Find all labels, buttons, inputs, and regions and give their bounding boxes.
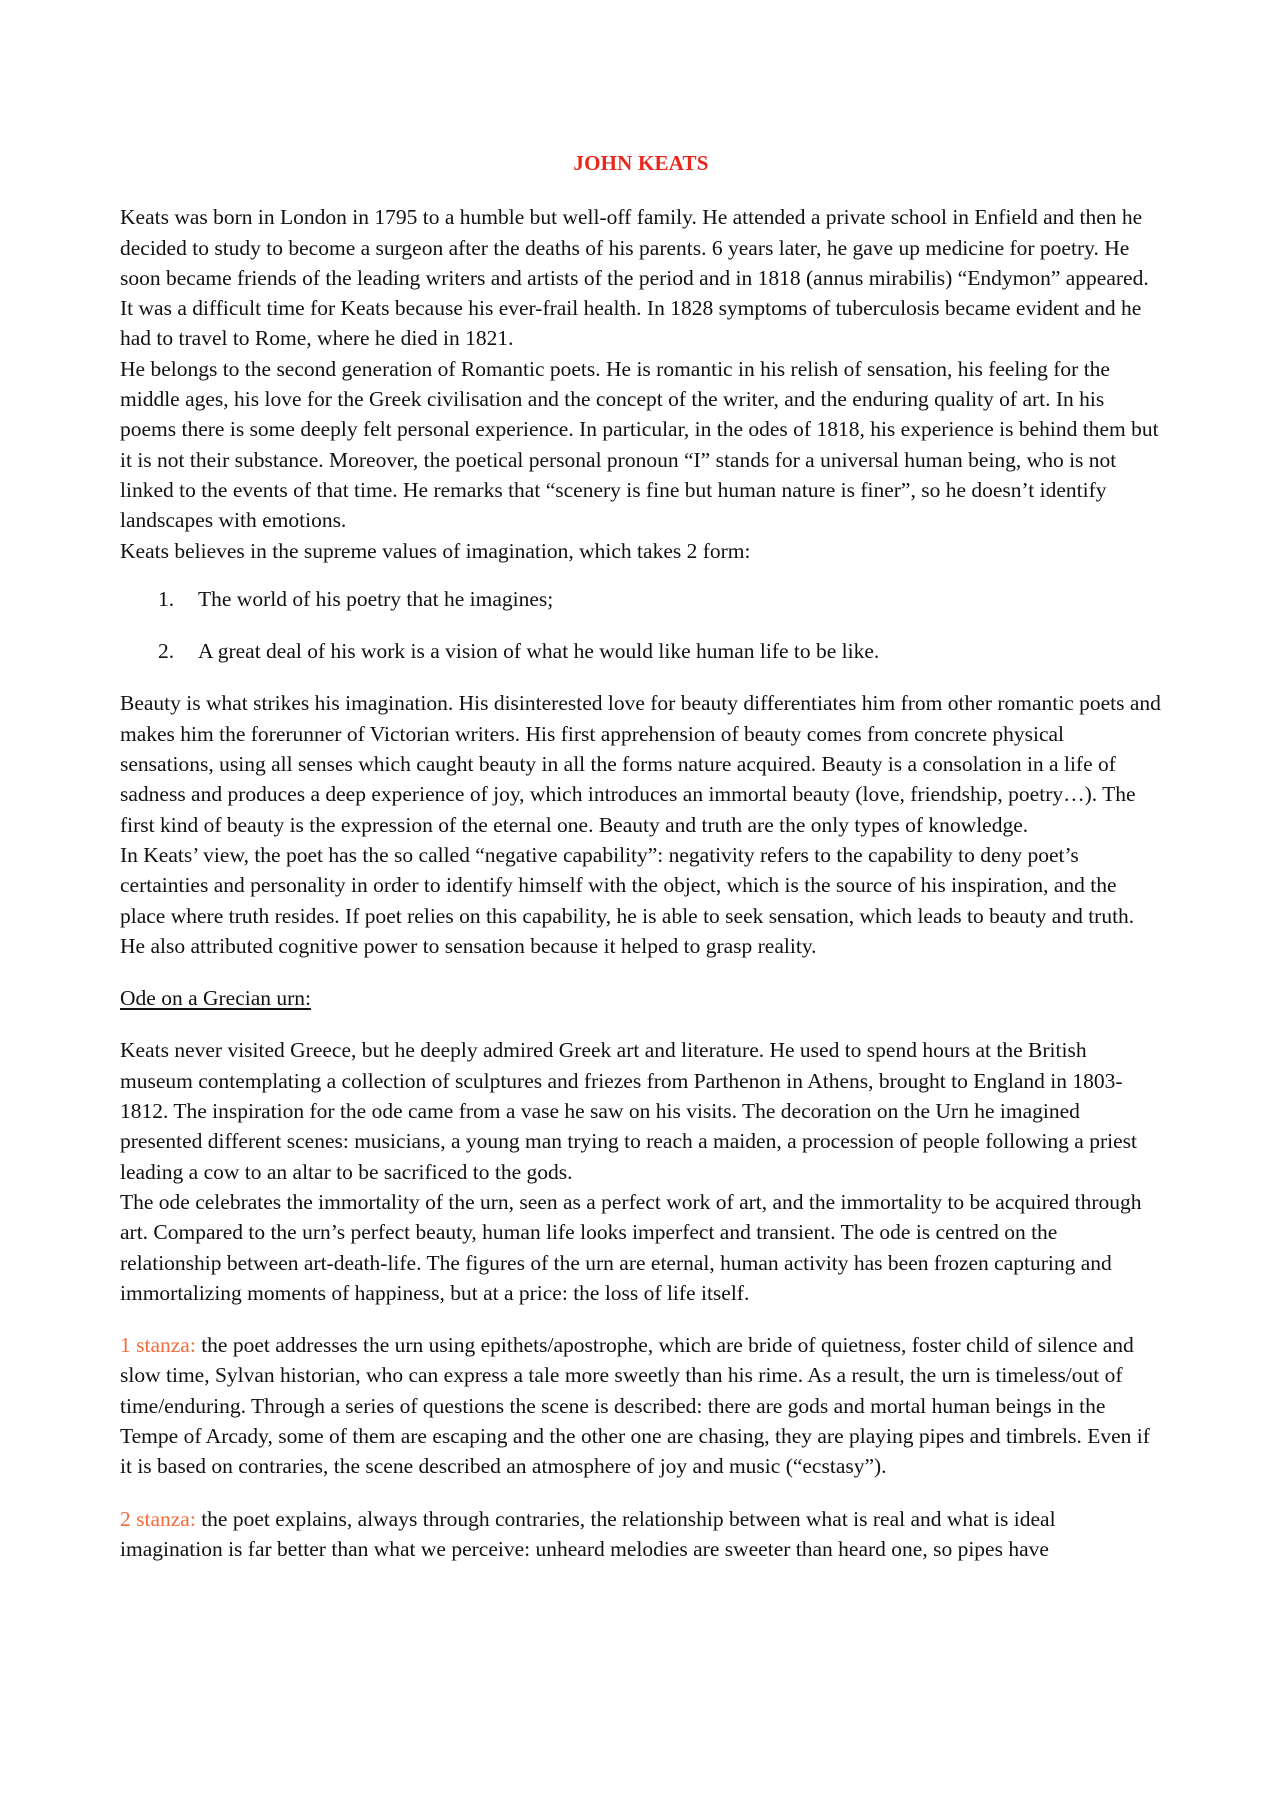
document-page [120, 148, 1162, 1565]
romantic-paragraph: He belongs to the second generation of Romantic poets. He is romantic in his relish of sensation, his feeling for the middle ages, his love for the Greek civilisation and the concept of the writer, and the enduring quality of art. In his poems there is some deeply felt personal experience. In particular, in the odes of 1818, his experience is behind them but it is not their substance. Moreover, the poetical personal pronoun “I” stands for a universal human being, who is not linked to the events of that time. He remarks that “scenery is fine but human nature is finer”, so he doesn’t identify landscapes with emotions. [120, 356, 1159, 533]
imagination-paragraph: Keats believes in the supreme values of imagination, which takes 2 form: [120, 538, 751, 563]
section-heading-line [120, 983, 1162, 1013]
imagination-forms-list [120, 584, 1162, 667]
stanza-text: the poet addresses the urn using epithets/apostrophe, which are bride of quietness, foster child of silence and slow time, Sylvan historian, who can express a tale more sweetly than his rime. As a result, the urn is timeless/out of time/enduring. Through a series of questions the scene is described: there are gods and mortal human beings in the Tempe of Arcady, some of them are escaping and the other one are chasing, they are playing pipes and timbrels. Even if it is based on contraries, the scene described an atmosphere of joy and music (“ecstasy”). [120, 1333, 1150, 1479]
page-end [120, 1564, 1162, 1565]
stanza-2-paragraph [120, 1504, 1162, 1565]
beauty-paragraph: Beauty is what strikes his imagination. His disinterested love for beauty differentiates him from other romantic poets and makes him the forerunner of Victorian writers. His first apprehension of beauty comes from concrete physical sensations, using all senses which caught beauty in all the forms nature acquired. Beauty is a consolation in a life of sadness and produces a deep experience of joy, which introduces an immortal beauty (love, friendship, poetry…). The first kind of beauty is the expression of the eternal one. Beauty and truth are the only types of knowledge. [120, 691, 1161, 837]
section-heading: Ode on a Grecian urn: [120, 986, 312, 1011]
stanza-label: 1 stanza: [120, 1333, 196, 1358]
stanza-1-paragraph [120, 1330, 1162, 1481]
immortality-paragraph: The ode celebrates the immortality of the urn, seen as a perfect work of art, and the immortality to be acquired through art. Compared to the urn’s perfect beauty, human life looks imperfect and transient. The ode is centred on the relationship between art-death-life. The figures of the urn are eternal, human activity has been frozen capturing and immortalizing moments of happiness, but at a price: the loss of life itself. [120, 1189, 1142, 1305]
list-item [120, 584, 1162, 614]
list-item-text: The world of his poetry that he imagines; [198, 586, 554, 611]
greece-paragraph: Keats never visited Greece, but he deeply admired Greek art and literature. He used to spend hours at the British museum contemplating a collection of sculptures and friezes from Parthenon in Athens, brought to England in 1803-1812. The inspiration for the ode came from a vase he saw on his visits. The decoration on the Urn he imagined presented different scenes: musicians, a young man trying to reach a maiden, a procession of people following a priest leading a cow to an altar to be sacrificed to the gods. [120, 1038, 1137, 1184]
list-item-text: A great deal of his work is a vision of what he would like human life to be like. [198, 639, 880, 664]
document-title: JOHN KEATS [573, 151, 709, 175]
negative-capability-paragraph: In Keats’ view, the poet has the so called “negative capability”: negativity refers to the capability to deny poet’s certainties and personality in order to identify himself with the object, which is the source of his inspiration, and the place where truth resides. If poet relies on this capability, he is able to seek sensation, which leads to beauty and truth. He also attributed cognitive power to sensation because it helped to grasp reality. [120, 842, 1135, 958]
list-item-number: 2. [158, 639, 175, 664]
stanza-label: 2 stanza: [120, 1506, 196, 1531]
list-item-number: 1. [158, 586, 175, 611]
stanza-text: the poet explains, always through contraries, the relationship between what is real and what is ideal imagination is far better than what we perceive: unheard melodies are sweeter than heard one, so pipes have [120, 1506, 1056, 1561]
list-item [120, 636, 1162, 666]
bio-paragraph: Keats was born in London in 1795 to a humble but well-off family. He attended a private school in Enfield and then he decided to study to become a surgeon after the deaths of his parents. 6 years later, he gave up medicine for poetry. He soon became friends of the leading writers and artists of the period and in 1818 (annus mirabilis) “Endymon” appeared. It was a difficult time for Keats because his ever-frail health. In 1828 symptoms of tuberculosis became evident and he had to travel to Rome, where he died in 1821. [120, 205, 1149, 351]
